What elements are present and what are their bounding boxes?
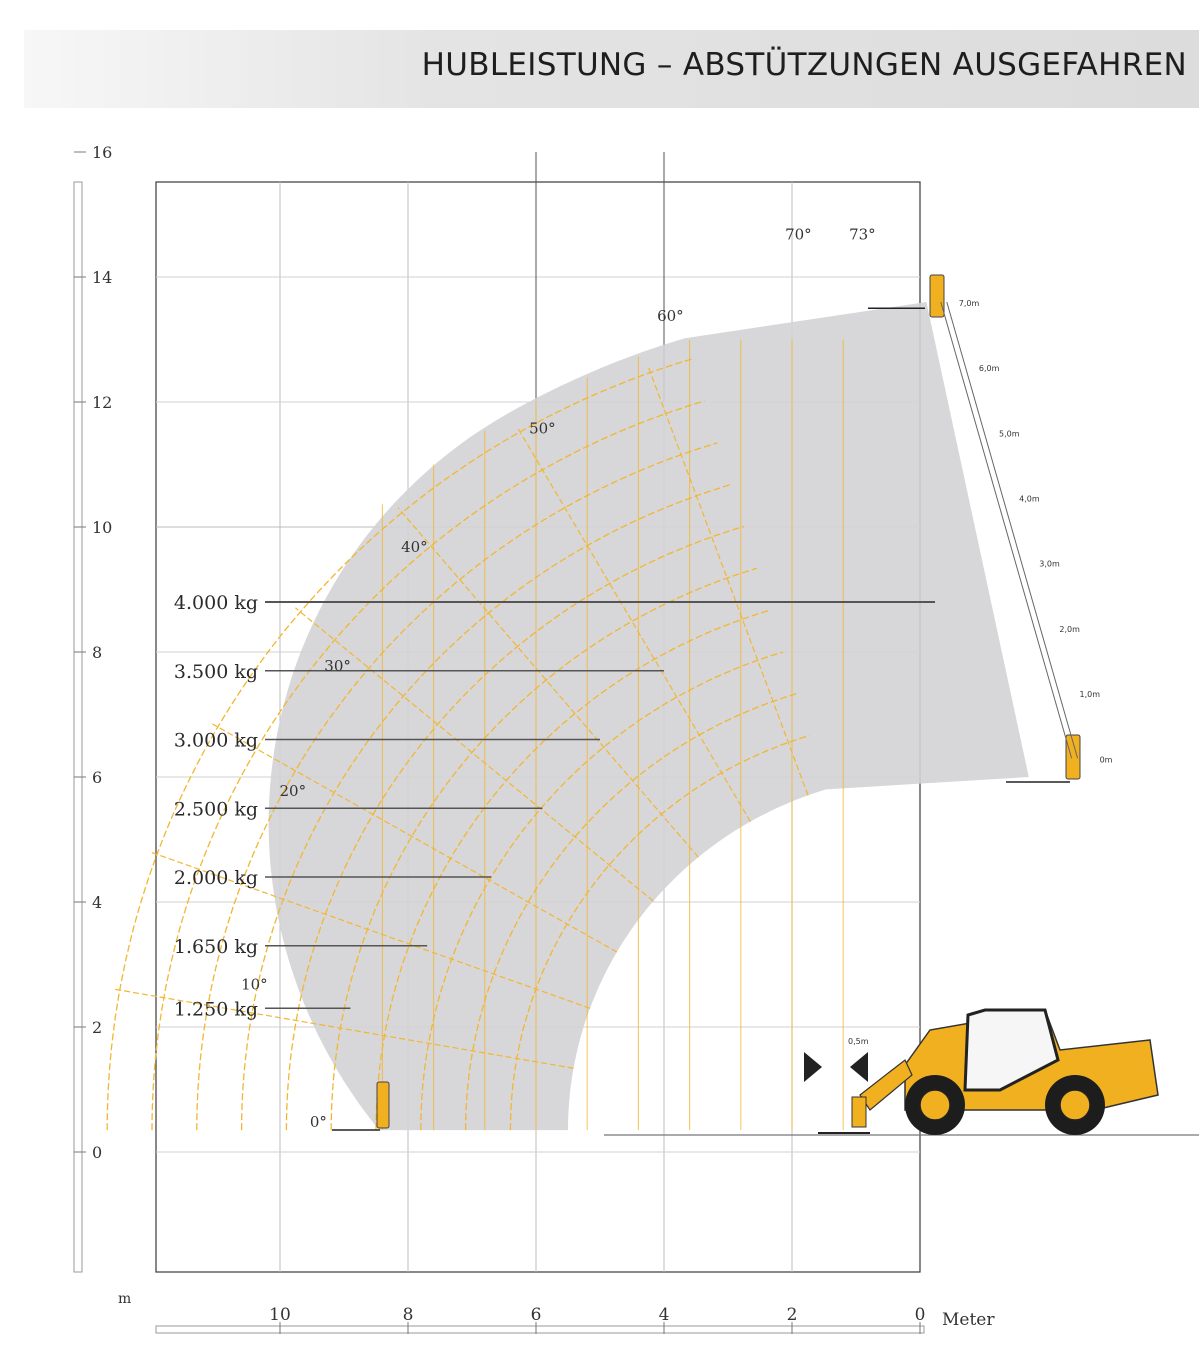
angle-label: 10° <box>241 975 268 994</box>
fork-carriage <box>930 275 944 317</box>
extension-label: 7,0m <box>958 299 980 308</box>
y-tick-label: 16 <box>92 143 113 162</box>
extension-label: 6,0m <box>978 364 1000 374</box>
x-tick-label: 6 <box>530 1305 542 1325</box>
x-axis-bar <box>156 1326 924 1333</box>
x-tick-label: 8 <box>402 1305 414 1325</box>
load-label: 3.500 kg <box>173 660 258 683</box>
x-tick-label: 0 <box>914 1305 926 1325</box>
y-tick-label: 2 <box>92 1018 103 1037</box>
load-label: 1.650 kg <box>173 935 258 958</box>
load-label: 2.500 kg <box>173 798 258 821</box>
angle-label: 30° <box>324 656 351 675</box>
arrow-left-icon <box>850 1052 868 1082</box>
x-tick-label: 2 <box>786 1305 798 1325</box>
load-label: 2.000 kg <box>173 867 258 889</box>
angle-label: 73° <box>849 225 876 244</box>
x-tick-label: 4 <box>658 1305 670 1325</box>
fork-carriage <box>852 1097 866 1127</box>
extension-label: 3,0m <box>1039 559 1060 569</box>
load-label: 3.000 kg <box>173 729 258 752</box>
y-tick-label: 8 <box>92 643 103 662</box>
arrow-right-icon <box>804 1052 822 1082</box>
y-axis-bar <box>74 182 82 1272</box>
extension-label: 5,0m <box>999 429 1020 439</box>
x-unit-label: Meter <box>942 1310 995 1330</box>
y-unit-label: m <box>118 1291 132 1307</box>
y-tick-label: 4 <box>92 893 103 912</box>
angle-label: 50° <box>529 419 556 438</box>
extension-label: 0m <box>1099 755 1113 765</box>
load-label: 1.250 kg <box>173 998 258 1021</box>
fork-carriage <box>377 1082 389 1128</box>
front-hub <box>920 1090 950 1120</box>
angle-label: 40° <box>401 538 428 556</box>
angle-label: 20° <box>279 781 307 800</box>
y-tick-label: 0 <box>92 1143 103 1162</box>
y-tick-label: 14 <box>92 268 113 287</box>
load-label: 4.000 kg <box>173 592 258 614</box>
extension-label: 4,0m <box>1019 494 1040 504</box>
extension-label: 1,0m <box>1079 690 1101 700</box>
y-tick-label: 6 <box>92 768 103 787</box>
angle-label: 0° <box>309 1113 327 1131</box>
x-tick-label: 10 <box>269 1305 291 1325</box>
page-title: HUBLEISTUNG – ABSTÜTZUNGEN AUSGEFAHREN <box>421 47 1187 83</box>
min-outreach-label: 0,5m <box>848 1037 869 1046</box>
y-tick-label: 12 <box>92 393 113 412</box>
angle-label: 60° <box>657 306 684 325</box>
extension-label: 2,0m <box>1059 624 1080 634</box>
angle-label: 70° <box>785 225 812 244</box>
y-tick-label: 10 <box>92 518 113 537</box>
rear-hub <box>1060 1090 1090 1120</box>
